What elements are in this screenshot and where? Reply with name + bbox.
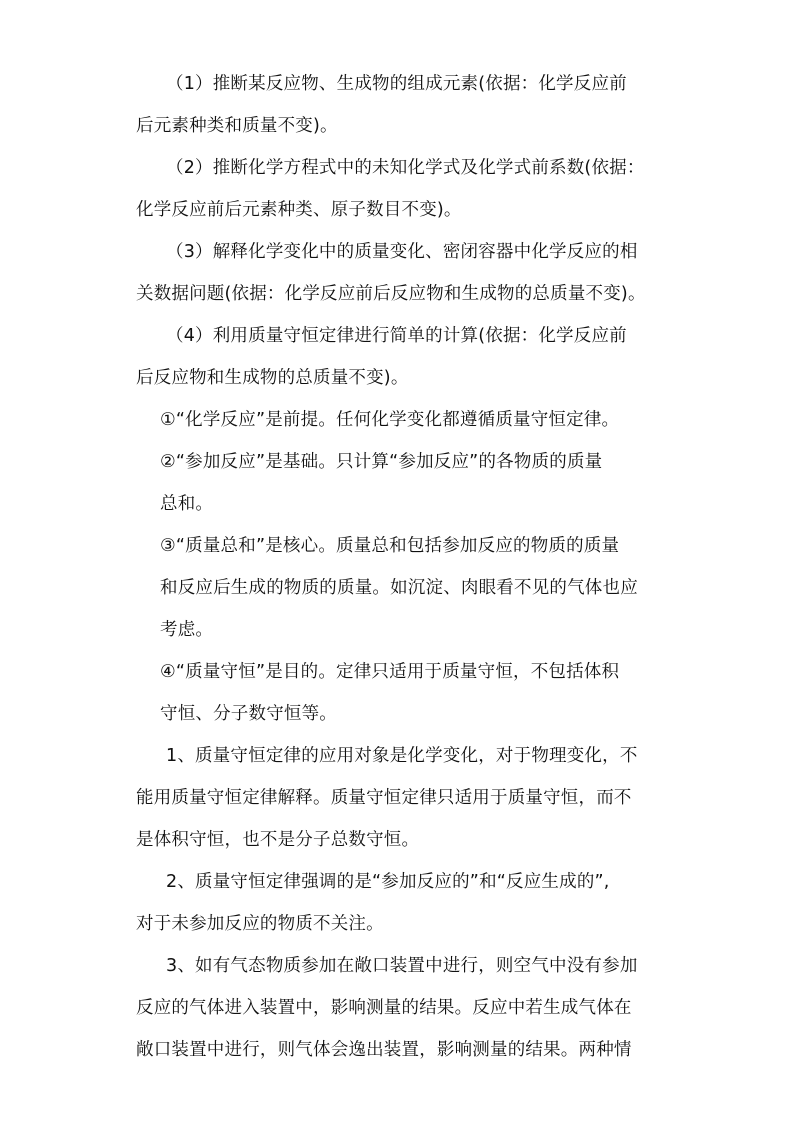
- text-line: 后反应物和生成物的总质量不变)。: [136, 368, 409, 388]
- text-line: ④“质量守恒”是目的。定律只适用于质量守恒，不包括体积: [160, 662, 620, 682]
- text-line: 2、质量守恒定律强调的是“参加反应的”和“反应生成的”,: [166, 872, 610, 892]
- text-line: 化学反应前后元素种类、原子数目不变)。: [136, 200, 462, 220]
- text-line: 1、质量守恒定律的应用对象是化学变化，对于物理变化，不: [166, 746, 638, 766]
- text-line: 能用质量守恒定律解释。质量守恒定律只适用于质量守恒，而不: [136, 788, 632, 808]
- text-line: 对于未参加反应的物质不关注。: [136, 914, 384, 934]
- text-line: （4）利用质量守恒定律进行简单的计算(依据：化学反应前: [166, 326, 627, 346]
- text-line: 后元素种类和质量不变)。: [136, 116, 338, 136]
- text-line: ①“化学反应”是前提。任何化学变化都遵循质量守恒定律。: [160, 410, 620, 430]
- text-line: （1）推断某反应物、生成物的组成元素(依据：化学反应前: [166, 74, 627, 94]
- text-line: （3）解释化学变化中的质量变化、密闭容器中化学反应的相: [166, 242, 638, 262]
- text-line: 3、如有气态物质参加在敞口装置中进行，则空气中没有参加: [166, 956, 638, 976]
- text-line: 考虑。: [160, 620, 214, 640]
- text-line: 关数据问题(依据：化学反应前后反应物和生成物的总质量不变)。: [136, 284, 646, 304]
- text-line: ②“参加反应”是基础。只计算“参加反应”的各物质的质量: [160, 452, 603, 472]
- text-line: （2）推断化学方程式中的未知化学式及化学式前系数(依据：: [166, 158, 645, 178]
- text-line: 敞口装置中进行，则气体会逸出装置，影响测量的结果。两种情: [136, 1040, 632, 1060]
- text-line: ③“质量总和”是核心。质量总和包括参加反应的物质的质量: [160, 536, 620, 556]
- text-line: 和反应后生成的物质的质量。如沉淀、肉眼看不见的气体也应: [160, 578, 638, 598]
- text-line: 是体积守恒，也不是分子总数守恒。: [136, 830, 420, 850]
- text-line: 总和。: [160, 494, 214, 514]
- text-line: 守恒、分子数守恒等。: [160, 704, 337, 724]
- text-line: 反应的气体进入装置中，影响测量的结果。反应中若生成气体在: [136, 998, 632, 1018]
